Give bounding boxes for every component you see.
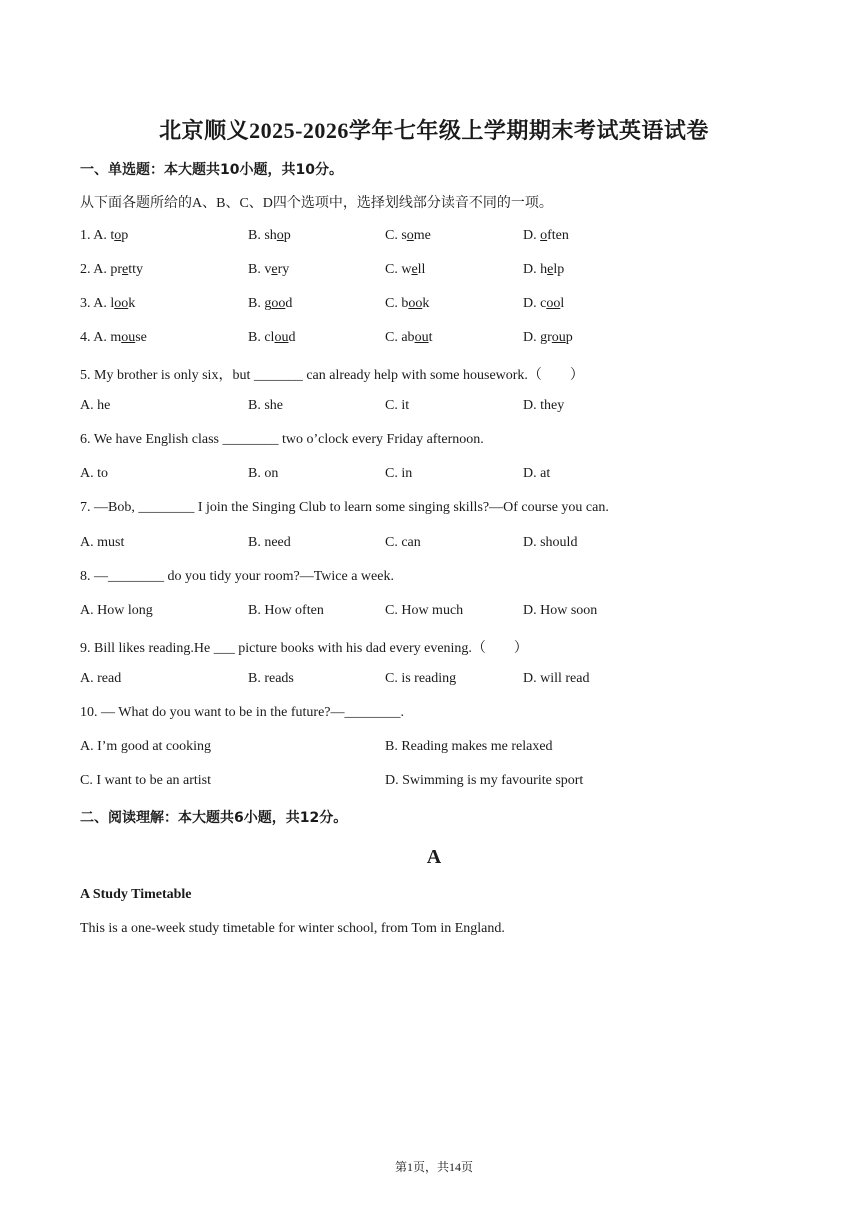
q10-option-a: A. I’m good at cooking xyxy=(80,739,212,754)
question-4-options xyxy=(80,330,800,350)
section-instruction: 从下面各题所给的A、B、C、D四个选项中，选择划线部分读音不同的一项。 xyxy=(80,196,553,211)
q5-option-c: C. it xyxy=(385,398,410,413)
q6-option-b: B. on xyxy=(248,466,279,481)
question-7-stem: 7. —Bob, ________ I join the Singing Club to learn some singing skills?—Of course you can. xyxy=(80,500,609,515)
section-heading-single-choice: 一、单选题：本大题共10小题，共10分。 xyxy=(80,162,343,178)
q3-option-b: B. good xyxy=(248,296,293,311)
q8-option-a: A. How long xyxy=(80,603,153,618)
q9-option-d: D. will read xyxy=(523,671,590,686)
q10-option-b: B. Reading makes me relaxed xyxy=(385,739,553,754)
q6-option-a: A. to xyxy=(80,466,108,481)
question-9-stem: 9. Bill likes reading.He ___ picture books with his dad every evening.（ ） xyxy=(80,641,528,656)
q5-option-d: D. they xyxy=(523,398,565,413)
q2-option-b: B. very xyxy=(248,262,290,277)
q2-option-a: 2. A. pretty xyxy=(80,262,143,277)
q8-option-c: C. How much xyxy=(385,603,464,618)
question-8-stem: 8. —________ do you tidy your room?—Twice a week. xyxy=(80,569,394,584)
q1-option-c: C. some xyxy=(385,228,431,243)
question-9-options xyxy=(80,671,800,691)
question-5-options xyxy=(80,398,800,418)
question-6-options xyxy=(80,466,800,486)
q7-option-d: D. should xyxy=(523,535,578,550)
q1-option-b: B. shop xyxy=(248,228,291,243)
question-5-stem: 5. My brother is only six，but _______ can already help with some housework.（ ） xyxy=(80,368,584,383)
question-10-stem: 10. — What do you want to be in the future?—________. xyxy=(80,705,405,720)
q6-option-c: C. in xyxy=(385,466,413,481)
q3-option-c: C. book xyxy=(385,296,430,311)
question-2-options xyxy=(80,262,800,282)
question-6-stem: 6. We have English class ________ two o’clock every Friday afternoon. xyxy=(80,432,484,447)
q10-option-c: C. I want to be an artist xyxy=(80,773,212,788)
q5-option-a: A. he xyxy=(80,398,111,413)
q8-option-d: D. How soon xyxy=(523,603,598,618)
q3-option-a: 3. A. look xyxy=(80,296,136,311)
q5-option-b: B. she xyxy=(248,398,283,413)
section-heading-reading: 二、阅读理解：本大题共6小题，共12分。 xyxy=(80,810,348,826)
q4-option-a: 4. A. mouse xyxy=(80,330,147,345)
q6-option-d: D. at xyxy=(523,466,551,481)
q10-option-d: D. Swimming is my favourite sport xyxy=(385,773,584,788)
q9-option-a: A. read xyxy=(80,671,122,686)
question-1-options xyxy=(80,228,800,248)
question-10-options-row2 xyxy=(80,773,800,793)
q4-option-b: B. cloud xyxy=(248,330,296,345)
question-3-options xyxy=(80,296,800,316)
q8-option-b: B. How often xyxy=(248,603,324,618)
question-10-options-row1 xyxy=(80,739,800,759)
q3-option-d: D. cool xyxy=(523,296,565,311)
q1-option-a: 1. A. top xyxy=(80,228,129,243)
q2-option-c: C. well xyxy=(385,262,426,277)
passage-title: A Study Timetable xyxy=(80,887,192,902)
page-title: 北京顺义2025-2026学年七年级上学期期末考试英语试卷 xyxy=(159,118,709,143)
q7-option-a: A. must xyxy=(80,535,125,550)
q7-option-b: B. need xyxy=(248,535,291,550)
q2-option-d: D. help xyxy=(523,262,565,277)
q9-option-b: B. reads xyxy=(248,671,294,686)
page-footer: 第1页，共14页 xyxy=(394,1160,473,1174)
question-7-options xyxy=(80,535,800,555)
passage-text: This is a one-week study timetable for winter school, from Tom in England. xyxy=(80,921,505,936)
q7-option-c: C. can xyxy=(385,535,421,550)
q4-option-d: D. group xyxy=(523,330,573,345)
passage-letter: A xyxy=(426,846,442,868)
q4-option-c: C. about xyxy=(385,330,433,345)
q9-option-c: C. is reading xyxy=(385,671,457,686)
question-8-options xyxy=(80,603,800,623)
q1-option-d: D. often xyxy=(523,228,569,243)
